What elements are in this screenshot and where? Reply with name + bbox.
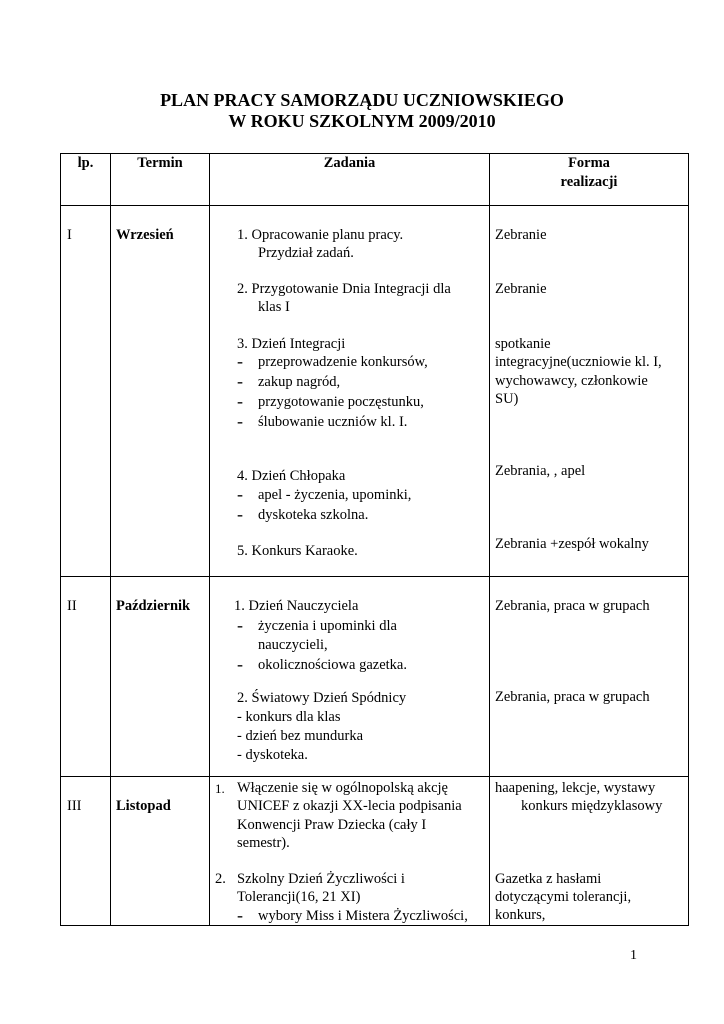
row-1-lp: I <box>67 227 72 243</box>
header-zadania: Zadania <box>323 155 376 171</box>
row-3-task-2-item-1: wybory Miss i Mistera Życzliwości, <box>258 908 468 924</box>
table-border-left <box>60 153 61 926</box>
row-3-termin: Listopad <box>116 798 171 814</box>
row-1-form-3-l2: integracyjne(uczniowie kl. I, <box>495 354 662 370</box>
header-termin: Termin <box>137 155 183 171</box>
row-1-form-3-l4: SU) <box>495 391 519 407</box>
row-2-form-1: Zebrania, praca w grupach <box>495 598 650 614</box>
row-3-task-1: Włączenie się w ogólnopolską akcję <box>237 780 448 796</box>
row-1-form-3: spotkanie <box>495 336 551 352</box>
row-1-form-3-l3: wychowawcy, członkowie <box>495 373 648 389</box>
row-1-task-1: 1. Opracowanie planu pracy. <box>237 227 404 243</box>
row-3-task-1-number: 1. <box>215 781 225 796</box>
row-1-task-3-item-3: przygotowanie poczęstunku, <box>258 394 424 410</box>
row-3-form-1: haapening, lekcje, wystawy <box>495 780 656 796</box>
col-divider-1 <box>110 153 111 926</box>
row-3-form-2-l3: konkurs, <box>495 907 546 923</box>
row-1-task-4: 4. Dzień Chłopaka <box>237 468 346 484</box>
row-2-task-1-item-2: okolicznościowa gazetka. <box>258 657 407 673</box>
row-2-task-1: 1. Dzień Nauczyciela <box>234 598 359 614</box>
page-number: 1 <box>630 948 637 963</box>
row-1-task-5: 5. Konkurs Karaoke. <box>237 543 358 559</box>
row-3-form-2: Gazetka z hasłami <box>495 871 602 887</box>
row-3-task-1-l2: UNICEF z okazji XX-lecia podpisania <box>237 798 462 814</box>
row-2-task-2-item-2: - dzień bez mundurka <box>237 728 364 744</box>
bullet-dash-icon: - <box>237 391 243 411</box>
document-subtitle: W ROKU SZKOLNYM 2009/2010 <box>228 111 496 131</box>
header-realizacji: realizacji <box>560 174 618 190</box>
row-1-task-2: 2. Przygotowanie Dnia Integracji dla <box>237 281 451 297</box>
bullet-dash-icon: - <box>237 615 243 635</box>
row-3-form-1-l2: konkurs międzyklasowy <box>521 798 663 814</box>
row-2-form-2: Zebrania, praca w grupach <box>495 689 650 705</box>
row-divider-1 <box>60 576 689 577</box>
bullet-dash-icon: - <box>237 351 243 371</box>
table-header-divider <box>60 205 689 206</box>
row-2-task-1-item-1: życzenia i upominki dla <box>258 618 397 634</box>
bullet-dash-icon: - <box>237 504 243 524</box>
row-1-task-4-item-2: dyskoteka szkolna. <box>258 507 369 523</box>
bullet-dash-icon: - <box>237 371 243 391</box>
row-divider-2 <box>60 776 689 777</box>
row-3-form-2-l2: dotyczącymi tolerancji, <box>495 889 632 905</box>
row-3-task-2-l2: Tolerancji(16, 21 XI) <box>237 889 361 905</box>
row-1-form-1: Zebranie <box>495 227 547 243</box>
bullet-dash-icon: - <box>237 905 243 925</box>
row-3-task-2: Szkolny Dzień Życzliwości i <box>237 871 405 887</box>
row-1-form-5: Zebrania +zespół wokalny <box>495 536 649 552</box>
row-1-task-1-cont: Przydział zadań. <box>258 245 354 261</box>
row-1-task-2-cont: klas I <box>258 299 290 315</box>
bullet-dash-icon: - <box>237 411 243 431</box>
row-1-task-3: 3. Dzień Integracji <box>237 336 346 352</box>
row-1-task-3-item-4: ślubowanie uczniów kl. I. <box>258 414 408 430</box>
row-2-task-2-item-1: - konkurs dla klas <box>237 709 341 725</box>
row-3-task-2-number: 2. <box>215 871 226 887</box>
bullet-dash-icon: - <box>237 484 243 504</box>
row-2-termin: Październik <box>116 598 191 614</box>
row-2-task-2: 2. Światowy Dzień Spódnicy <box>237 690 407 706</box>
row-1-task-3-item-2: zakup nagród, <box>258 374 341 390</box>
row-1-termin: Wrzesień <box>116 227 174 243</box>
table-border-right <box>688 153 689 926</box>
row-1-form-4: Zebrania, , apel <box>495 463 586 479</box>
header-lp: lp. <box>77 155 94 171</box>
header-forma: Forma <box>568 155 610 171</box>
col-divider-3 <box>489 153 490 926</box>
row-1-form-2: Zebranie <box>495 281 547 297</box>
bullet-dash-icon: - <box>237 654 243 674</box>
row-1-task-3-item-1: przeprowadzenie konkursów, <box>258 354 428 370</box>
row-3-task-1-l3: Konwencji Praw Dziecka (cały I <box>237 817 427 833</box>
row-2-lp: II <box>67 598 77 614</box>
row-2-task-2-item-3: - dyskoteka. <box>237 747 308 763</box>
row-1-task-4-item-1: apel - życzenia, upominki, <box>258 487 412 503</box>
row-3-lp: III <box>67 798 82 814</box>
document-title: PLAN PRACY SAMORZĄDU UCZNIOWSKIEGO <box>160 90 564 110</box>
row-3-task-1-l4: semestr). <box>237 835 290 851</box>
col-divider-2 <box>209 153 210 926</box>
row-2-task-1-item-1-cont: nauczycieli, <box>258 637 328 653</box>
